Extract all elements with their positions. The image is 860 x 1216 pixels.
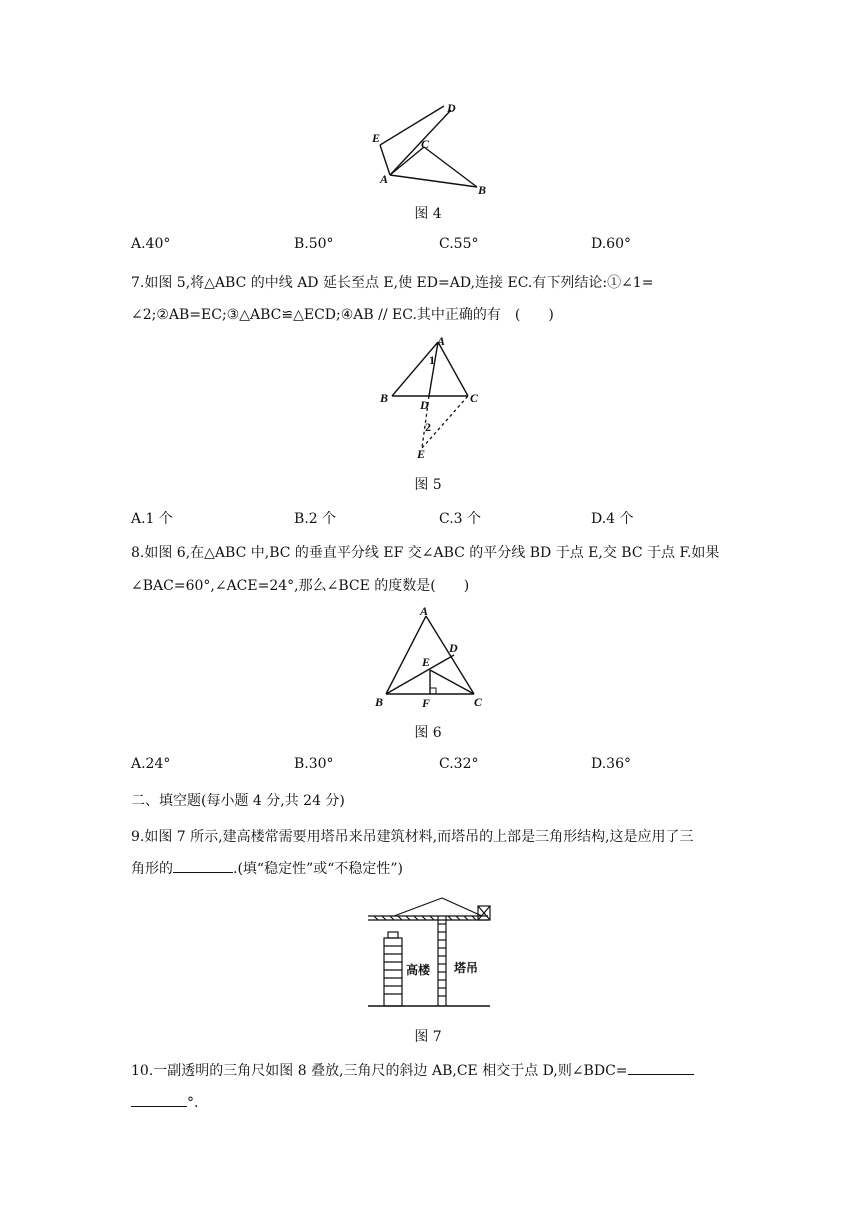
q10-answer-blank-2 bbox=[131, 1092, 187, 1107]
figure-5-caption: 图 5 bbox=[414, 477, 442, 493]
fig6-label-f: F bbox=[422, 696, 431, 710]
fig5-label-d: D bbox=[420, 398, 429, 412]
figure-4-caption: 图 4 bbox=[414, 206, 442, 222]
fig7-label-building: 高楼 bbox=[406, 963, 431, 977]
q9-text-line2 bbox=[131, 858, 403, 878]
figure-6-caption: 图 6 bbox=[414, 725, 442, 741]
figure-5 bbox=[372, 334, 492, 460]
figure-4 bbox=[365, 96, 495, 202]
q7-option-c: C.3 个 bbox=[439, 511, 482, 527]
fig7-label-crane: 塔吊 bbox=[454, 961, 479, 975]
q7-text-line1: 7.如图 5,将△ABC 的中线 AD 延长至点 E,使 ED=AD,连接 EC.有下列结论:①∠1= bbox=[131, 275, 654, 291]
q7-option-b: B.2 个 bbox=[294, 511, 337, 527]
q10-text-line2 bbox=[131, 1092, 198, 1111]
figure-6 bbox=[372, 600, 492, 712]
fig5-label-a: A bbox=[437, 334, 446, 348]
section-2-title: 二、填空题(每小题 4 分,共 24 分) bbox=[131, 793, 345, 809]
fig6-label-d: D bbox=[449, 641, 458, 655]
q8-text-line2: ∠BAC=60°,∠ACE=24°,那么∠BCE 的度数是( ) bbox=[131, 578, 470, 594]
q10-answer-blank-1 bbox=[628, 1060, 694, 1075]
q6-option-c: C.55° bbox=[439, 236, 479, 252]
q7-option-a: A.1 个 bbox=[131, 511, 173, 527]
q9-text-line2-pre: 角形的 bbox=[131, 861, 173, 877]
q10-text-line1 bbox=[131, 1060, 694, 1080]
q10-text-line1-text: 10.一副透明的三角尺如图 8 叠放,三角尺的斜边 AB,CE 相交于点 D,则∠BDC= bbox=[131, 1063, 628, 1079]
q6-option-b: B.50° bbox=[294, 236, 334, 252]
fig5-label-c: C bbox=[470, 391, 479, 405]
q7-text-line2: ∠2;②AB=EC;③△ABC≌△ECD;④AB // EC.其中正确的有 ( ) bbox=[131, 307, 554, 323]
q9-answer-blank bbox=[173, 858, 233, 873]
fig4-label-d: D bbox=[447, 101, 456, 115]
q8-option-b: B.30° bbox=[294, 756, 334, 772]
q6-option-d: D.60° bbox=[591, 236, 631, 252]
q8-option-d: D.36° bbox=[591, 756, 631, 772]
q6-option-a: A.40° bbox=[131, 236, 171, 252]
fig5-label-e: E bbox=[417, 447, 426, 460]
fig6-label-c: C bbox=[474, 695, 483, 709]
figure-7-caption: 图 7 bbox=[414, 1029, 442, 1045]
fig5-angle-2: 2 bbox=[425, 420, 431, 434]
fig4-label-b: B bbox=[478, 183, 487, 197]
q8-text-line1: 8.如图 6,在△ABC 中,BC 的垂直平分线 EF 交∠ABC 的平分线 BD 于点 E,交 BC 于点 F.如果 bbox=[131, 545, 720, 561]
fig5-angle-1: 1 bbox=[429, 353, 435, 367]
q8-option-c: C.32° bbox=[439, 756, 479, 772]
q10-text-line2-post: °. bbox=[187, 1095, 199, 1111]
figure-7 bbox=[364, 896, 498, 1010]
fig6-label-e: E bbox=[422, 655, 431, 669]
q7-option-d: D.4 个 bbox=[591, 511, 634, 527]
q9-text-line1: 9.如图 7 所示,建高楼常需要用塔吊来吊建筑材料,而塔吊的上部是三角形结构,这是应用了三 bbox=[131, 829, 694, 845]
fig4-label-e: E bbox=[372, 131, 381, 145]
fig6-label-a: A bbox=[420, 604, 429, 618]
fig4-label-a: A bbox=[380, 172, 389, 186]
q8-option-a: A.24° bbox=[131, 756, 171, 772]
fig6-label-b: B bbox=[375, 695, 384, 709]
q9-text-line2-post: .(填“稳定性”或“不稳定性”) bbox=[233, 861, 404, 877]
fig5-label-b: B bbox=[380, 391, 389, 405]
fig4-label-c: C bbox=[421, 137, 430, 151]
